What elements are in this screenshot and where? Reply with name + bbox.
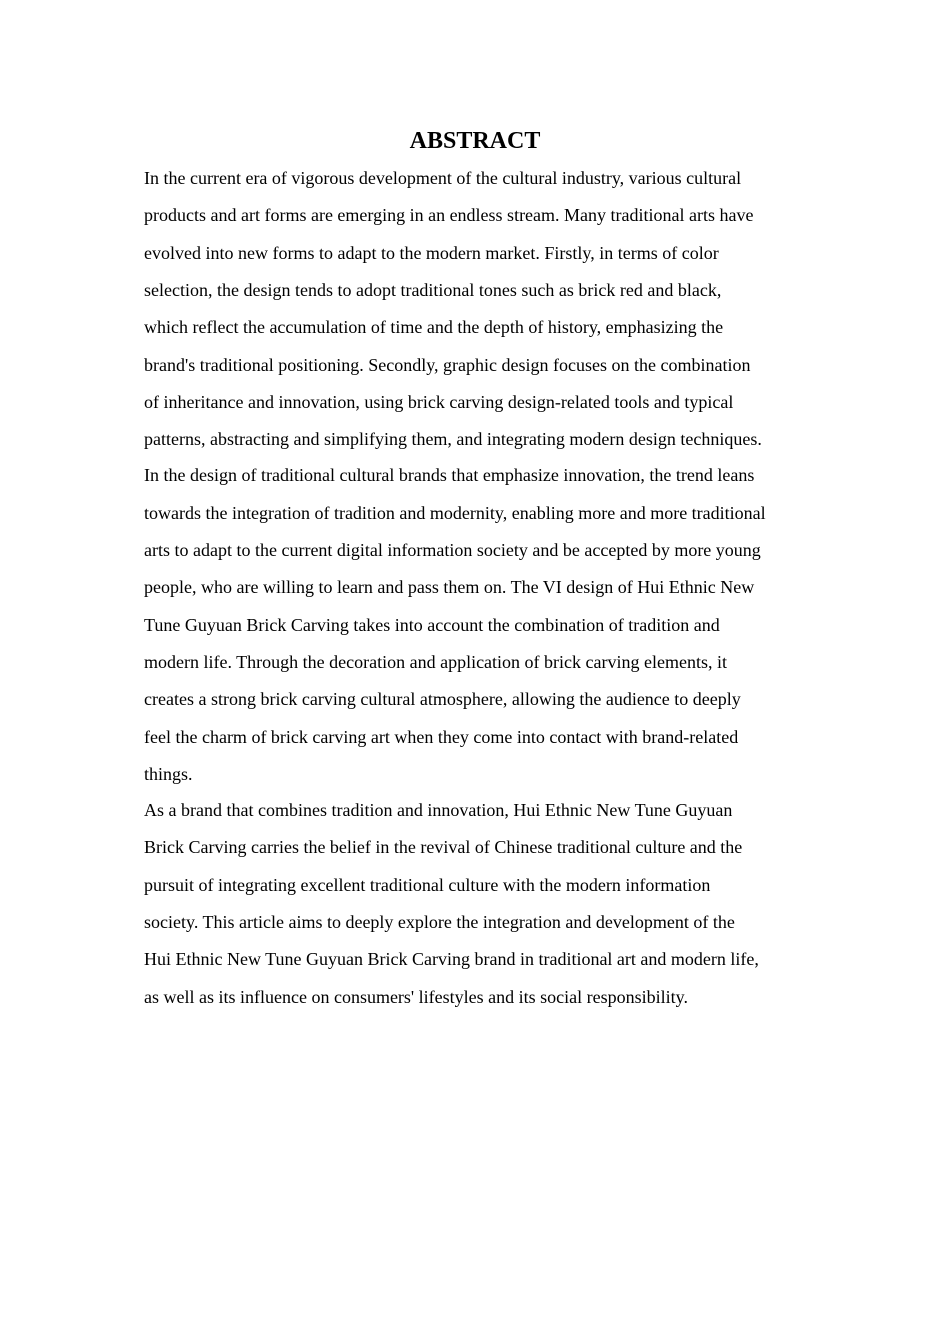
- paragraph-line: modern life. Through the decoration and application of brick carving elements, it: [144, 652, 727, 672]
- paragraph-line: patterns, abstracting and simplifying them, and integrating modern design techniques.: [144, 429, 762, 449]
- paragraph-line: Hui Ethnic New Tune Guyuan Brick Carving brand in traditional art and modern life,: [144, 949, 759, 969]
- paragraph-line: towards the integration of tradition and modernity, enabling more and more traditional: [144, 503, 766, 523]
- paragraph-line: of inheritance and innovation, using brick carving design-related tools and typical: [144, 392, 734, 412]
- paragraph-line: arts to adapt to the current digital information society and be accepted by more young: [144, 540, 761, 560]
- paragraph-line: In the current era of vigorous development of the cultural industry, various cultural: [144, 168, 742, 188]
- page-title: ABSTRACT: [409, 128, 541, 154]
- paragraph-line: Brick Carving carries the belief in the revival of Chinese traditional culture and the: [144, 837, 743, 857]
- paragraph-line: people, who are willing to learn and pass them on. The VI design of Hui Ethnic New: [144, 577, 755, 597]
- paragraph-line: selection, the design tends to adopt traditional tones such as brick red and black,: [144, 280, 722, 300]
- paragraph-line: brand's traditional positioning. Secondly, graphic design focuses on the combination: [144, 355, 751, 375]
- paragraph-line: society. This article aims to deeply explore the integration and development of the: [144, 912, 735, 932]
- paragraph-line: as well as its influence on consumers' lifestyles and its social responsibility.: [144, 987, 688, 1007]
- paragraph-line: creates a strong brick carving cultural atmosphere, allowing the audience to deeply: [144, 689, 741, 709]
- paragraph-line: In the design of traditional cultural brands that emphasize innovation, the trend leans: [144, 465, 755, 485]
- paragraph-line: feel the charm of brick carving art when they come into contact with brand-related: [144, 727, 739, 747]
- paragraph-line: As a brand that combines tradition and innovation, Hui Ethnic New Tune Guyuan: [144, 800, 733, 820]
- paragraph-line: Tune Guyuan Brick Carving takes into account the combination of tradition and: [144, 615, 720, 635]
- paragraph-line: which reflect the accumulation of time and the depth of history, emphasizing the: [144, 317, 724, 337]
- paragraph-line: evolved into new forms to adapt to the modern market. Firstly, in terms of color: [144, 243, 719, 263]
- paragraph-line: pursuit of integrating excellent traditional culture with the modern information: [144, 875, 711, 895]
- paragraph-line: products and art forms are emerging in an endless stream. Many traditional arts have: [144, 205, 754, 225]
- paragraph-line: things.: [144, 764, 193, 784]
